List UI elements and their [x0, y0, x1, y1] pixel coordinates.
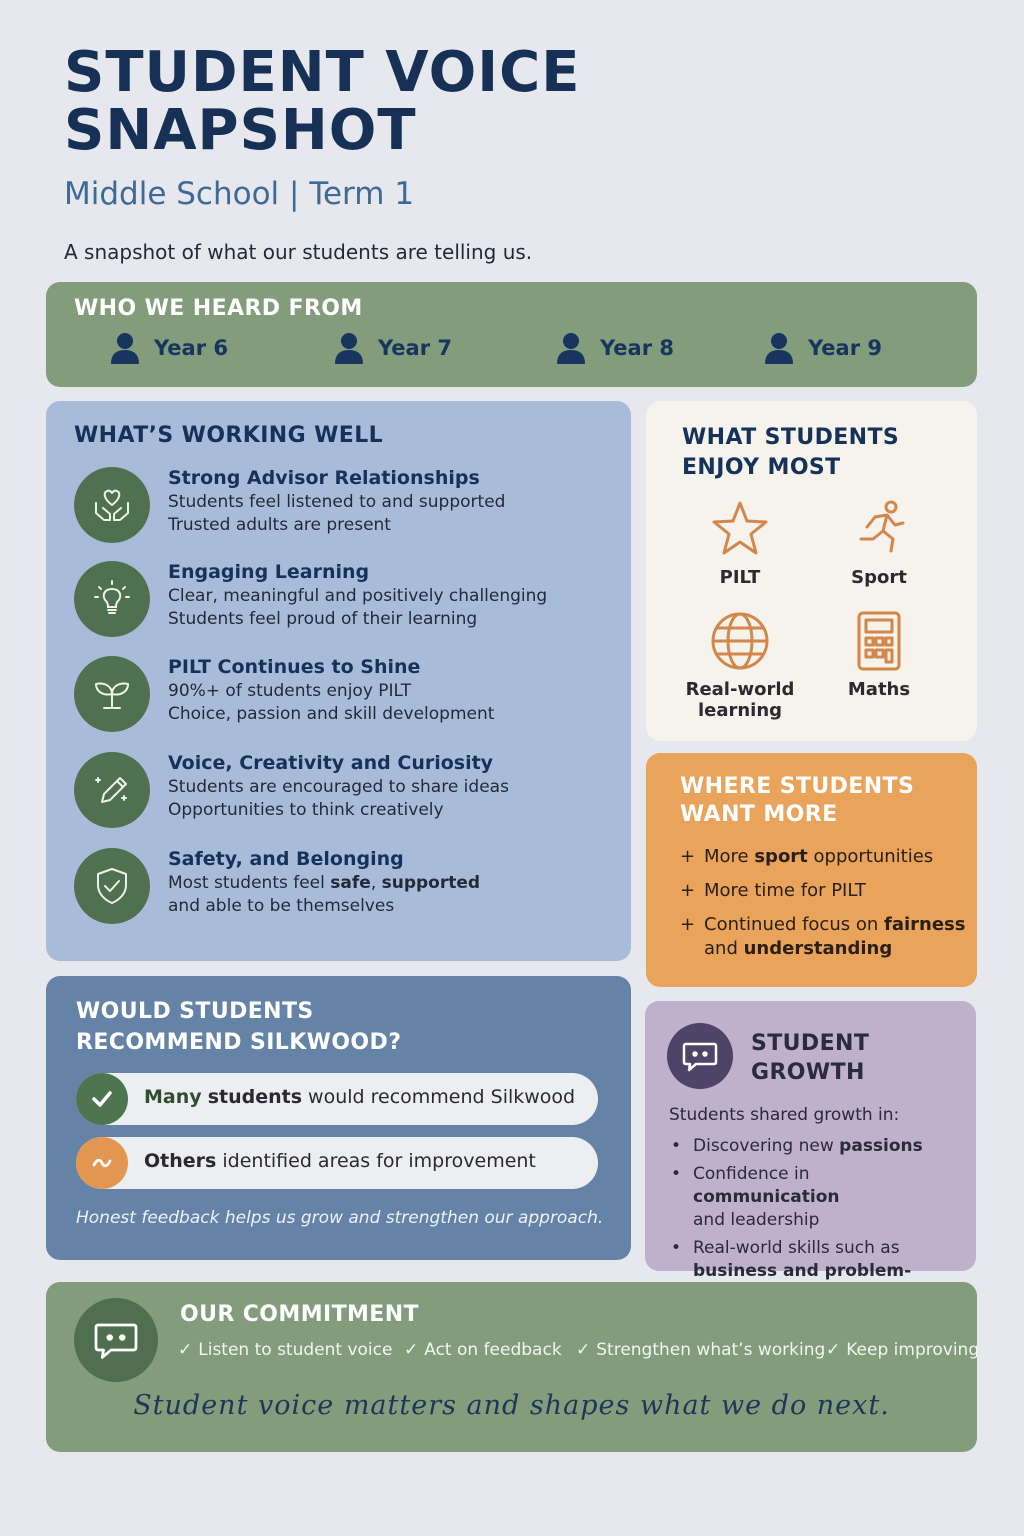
heading-line: WANT MORE	[680, 802, 838, 827]
text-segment: opportunities	[807, 846, 934, 867]
growth-item	[669, 1135, 959, 1158]
text-emphasis: safe	[330, 873, 371, 893]
working-well-item	[74, 752, 614, 832]
text-emphasis: understanding	[743, 938, 893, 959]
text-emphasis: fairness	[883, 914, 966, 935]
enjoy-label: Sport	[851, 567, 907, 588]
year-label: Year 7	[378, 336, 452, 360]
text-segment: Confidence in	[693, 1164, 810, 1184]
enjoy-item-real-world	[670, 609, 810, 721]
item-title: Voice, Creativity and Curiosity	[168, 752, 494, 774]
enjoy-item-maths	[809, 609, 949, 700]
student-growth-card	[645, 1001, 976, 1281]
text-segment: More	[704, 846, 755, 867]
text-segment: ,	[370, 873, 382, 893]
sprout-icon	[74, 656, 150, 732]
commitment-motto: Student voice matters and shapes what we do next.	[133, 1390, 890, 1421]
commitment-item	[404, 1340, 562, 1360]
chat-bubble-icon	[74, 1298, 158, 1382]
growth-intro: Students shared growth in:	[669, 1105, 900, 1125]
year-group-9	[764, 332, 882, 364]
page-subtitle: Middle School | Term 1	[64, 176, 415, 212]
item-line: and able to be themselves	[168, 896, 395, 916]
item-title: Engaging Learning	[168, 561, 370, 583]
checkmark-icon: ✓	[404, 1340, 419, 1360]
item-line: 90%+ of students enjoy PILT	[168, 681, 412, 701]
student-growth-heading	[751, 1029, 869, 1087]
text-emphasis: Many	[144, 1086, 202, 1108]
recommend-heading	[76, 996, 401, 1058]
tilde-icon	[76, 1137, 128, 1189]
text-emphasis: supported	[381, 873, 481, 893]
recommend-note: Honest feedback helps us grow and strengthen our approach.	[76, 1208, 604, 1228]
text-emphasis: business and problem-	[693, 1261, 912, 1281]
year-label: Year 9	[808, 336, 882, 360]
working-well-item	[74, 561, 614, 641]
heading-line: WHAT STUDENTS	[682, 425, 900, 450]
commitment-text: Keep improving	[846, 1340, 980, 1360]
heart-hands-icon	[74, 467, 150, 543]
heading-line: STUDENT	[751, 1031, 870, 1056]
pill-text	[144, 1150, 536, 1172]
year-label: Year 6	[154, 336, 228, 360]
text-segment: would recommend Silkwood	[302, 1086, 576, 1108]
heading-line: WOULD STUDENTS	[76, 999, 314, 1024]
pill-text	[144, 1086, 575, 1108]
text-emphasis: students	[207, 1086, 303, 1108]
item-title: Strong Advisor Relationships	[168, 467, 480, 489]
want-more-item	[680, 913, 970, 961]
text-segment: Discovering new	[693, 1136, 840, 1156]
item-line: Students feel proud of their learning	[168, 609, 478, 629]
want-more-card	[646, 753, 977, 987]
text-segment: and	[704, 938, 744, 959]
commitment-text: Act on feedback	[424, 1340, 562, 1360]
working-well-item	[74, 848, 614, 928]
enjoy-most-heading	[682, 423, 942, 483]
want-more-heading	[680, 773, 940, 829]
person-icon	[556, 332, 586, 364]
enjoy-label	[670, 679, 810, 721]
want-more-list	[680, 845, 970, 971]
year-group-8	[556, 332, 674, 364]
text-segment: identified areas for improvement	[216, 1150, 536, 1172]
year-label: Year 8	[600, 336, 674, 360]
page-tagline: A snapshot of what our students are telling us.	[64, 240, 533, 264]
enjoy-label: PILT	[719, 567, 761, 588]
person-icon	[764, 332, 794, 364]
text-emphasis: passions	[839, 1136, 923, 1156]
item-line	[168, 874, 480, 893]
calculator-icon	[847, 609, 911, 673]
check-icon	[76, 1073, 128, 1125]
item-line: Clear, meaningful and positively challenging	[168, 586, 548, 606]
globe-icon	[708, 609, 772, 673]
item-title: Safety, and Belonging	[168, 848, 404, 870]
chat-bubble-icon	[667, 1023, 733, 1089]
star-icon	[708, 497, 772, 561]
enjoy-label: Maths	[847, 679, 911, 700]
page-header	[64, 40, 964, 264]
item-line: Choice, passion and skill development	[168, 704, 495, 724]
text-segment: More time for PILT	[704, 880, 866, 901]
working-well-card	[46, 401, 631, 961]
pencil-icon	[74, 752, 150, 828]
item-line: Students feel listened to and supported	[168, 492, 506, 512]
heading-line: ENJOY MOST	[682, 455, 841, 480]
page-title-line1: STUDENT VOICE	[64, 40, 581, 105]
growth-item	[669, 1163, 959, 1232]
lightbulb-icon	[74, 561, 150, 637]
heading-line: RECOMMEND SILKWOOD?	[76, 1030, 402, 1055]
enjoy-item-pilt	[670, 497, 810, 588]
who-we-heard-from-heading: WHO WE HEARD FROM	[74, 296, 363, 321]
year-group-6	[110, 332, 228, 364]
page-title	[64, 40, 964, 163]
heading-line: GROWTH	[751, 1060, 865, 1085]
recommend-card	[46, 976, 631, 1260]
commitment-heading: OUR COMMITMENT	[180, 1302, 419, 1327]
checkmark-icon: ✓	[826, 1340, 841, 1360]
commitment-text: Strengthen what’s working	[596, 1340, 826, 1360]
item-title: PILT Continues to Shine	[168, 656, 421, 678]
working-well-item	[74, 656, 614, 736]
text-segment: Real-world skills such as	[693, 1238, 900, 1258]
checkmark-icon: ✓	[178, 1340, 193, 1360]
year-groups	[46, 332, 977, 372]
working-well-heading: WHAT’S WORKING WELL	[74, 423, 384, 448]
text-segment: and leadership	[693, 1210, 820, 1230]
commitment-item	[178, 1340, 392, 1360]
text-emphasis: Others	[144, 1150, 217, 1172]
enjoy-most-card	[646, 401, 977, 741]
runner-icon	[847, 497, 911, 561]
recommend-positive-pill	[76, 1073, 598, 1125]
who-we-heard-from-card	[46, 282, 977, 387]
item-line: Opportunities to think creatively	[168, 800, 444, 820]
person-icon	[110, 332, 140, 364]
text-emphasis: sport	[754, 846, 808, 867]
heading-line: WHERE STUDENTS	[680, 774, 915, 799]
commitment-text: Listen to student voice	[198, 1340, 393, 1360]
text-emphasis: communication	[693, 1187, 840, 1207]
label-line: learning	[697, 700, 783, 721]
year-group-7	[334, 332, 452, 364]
want-more-item	[680, 879, 970, 903]
recommend-improve-pill	[76, 1137, 598, 1189]
text-segment: Continued focus on	[704, 914, 884, 935]
checkmark-icon: ✓	[576, 1340, 591, 1360]
text-segment: Most students feel	[168, 873, 331, 893]
label-line: Real-world	[685, 679, 795, 700]
commitment-items	[178, 1340, 978, 1368]
commitment-item	[576, 1340, 825, 1360]
item-line: Students are encouraged to share ideas	[168, 777, 509, 797]
page-title-line2: SNAPSHOT	[64, 98, 417, 163]
working-well-item	[74, 467, 614, 547]
commitment-item	[826, 1340, 979, 1360]
shield-check-icon	[74, 848, 150, 924]
commitment-card	[46, 1282, 980, 1452]
person-icon	[334, 332, 364, 364]
want-more-item	[680, 845, 970, 869]
enjoy-item-sport	[809, 497, 949, 588]
item-line: Trusted adults are present	[168, 515, 391, 535]
